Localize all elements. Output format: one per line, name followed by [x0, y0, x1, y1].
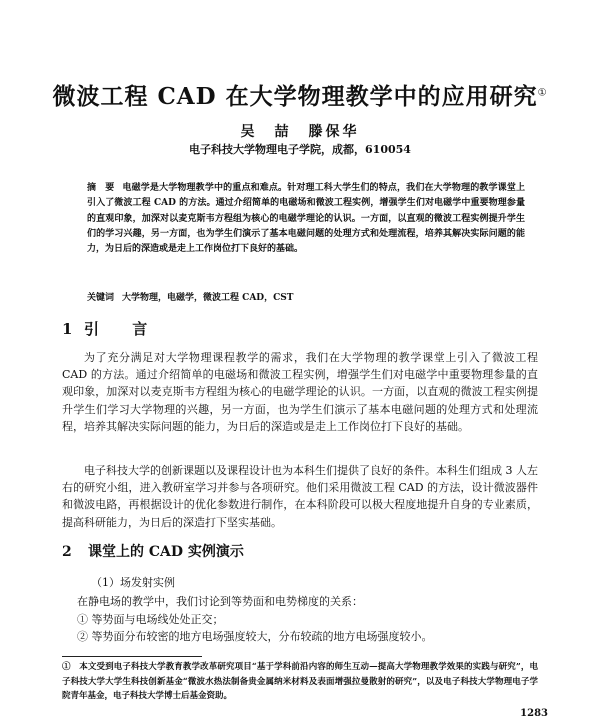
- section-1-title: 引 言: [84, 320, 162, 338]
- section-heading-2: [62, 541, 244, 561]
- abstract-text: 电磁学是大学物理教学中的重点和难点。针对理工科大学生们的特点，我们在大学物理的教学课堂上引入了微波工程 CAD 的方法。通过介绍简单的电磁场和微波工程实例，增强学生们对电磁学中重要物理参量的直观印象，加深对以麦克斯韦方程组为核心的电磁学理论的认识。一方面，以直观的微波工程实例提升学生们的学习兴趣，另一方面，也为学生们演示了基本电磁问题的处理方式和处理流程，培养其解决实际问题的能力，为日后的深造或是走上工作岗位打下良好的基础。: [87, 183, 525, 255]
- intro-paragraph-1: 为了充分满足对大学物理课程教学的需求，我们在大学物理的教学课堂上引入了微波工程 CAD 的方法。通过介绍简单的电磁场和微波工程实例，增强学生们对电磁学中重要物理参量的直观印象，加深对以麦克斯韦方程组为核心的电磁学理论的认识。一方面，以直观的微波工程实例提升学生们学习大学物理的兴趣，另一方面，也为学生们演示了基本电磁问题的处理方式和处理流程，培养其解决实际问题的能力，为日后的深造或是走上工作岗位打下良好的基础。: [62, 351, 538, 433]
- list-item-2: ② 等势面分布较密的地方电场强度较大，分布较疏的地方电场强度较小。: [77, 630, 433, 643]
- section-2-title: 课堂上的 CAD 实例演示: [88, 544, 244, 560]
- authors: 吴 喆 滕保华: [240, 124, 360, 140]
- affiliation: 电子科技大学物理电子学院，成都，610054: [189, 143, 411, 156]
- footnote: ① 本文受到电子科技大学教育教学改革研究项目“基于学科前沿内容的师生互动—提高大学物理教学效果的实践与研究”，电子科技大学大学生科技创新基金“微波水热法制备贵金属纳米材料及表面增强拉曼散射的研究”，以及电子科技大学物理电子学院青年基金，电子科技大学博士后基金资助。: [62, 662, 538, 701]
- title-text: 微波工程 CAD 在大学物理教学中的应用研究: [52, 83, 538, 110]
- section-2-number: 2: [62, 544, 72, 560]
- paper-title: [0, 78, 600, 111]
- abstract-label: 摘 要: [87, 183, 115, 193]
- footnote-divider: [62, 656, 202, 657]
- intro-paragraph-2: 电子科技大学的创新课题以及课程设计也为本科生们提供了良好的条件。本科生们组成 3 人左右的研究小组，进入教研室学习并参与各项研究。他们采用微波工程 CAD 的方法，设计微波器件和微波电路，再根据设计的优化参数进行制作，在本科阶段可以极大程度地提升自身的专业素质，提高科研能力，为日后的深造打下坚实基础。: [62, 464, 538, 529]
- keywords-text: 大学物理，电磁学，微波工程 CAD，CST: [122, 293, 294, 303]
- keywords-label: 关键词: [87, 293, 115, 303]
- section-heading-1: [62, 318, 161, 339]
- abstract: [87, 181, 525, 257]
- page-number: 1283: [520, 708, 548, 719]
- list-item-1: ① 等势面与电场线处处正交；: [77, 613, 224, 626]
- static-field-intro: 在静电场的教学中，我们讨论到等势面和电势梯度的关系：: [77, 595, 363, 608]
- keywords: [87, 290, 525, 303]
- title-footnote-marker[interactable]: ①: [537, 87, 548, 99]
- section-1-number: 1: [62, 320, 73, 338]
- subsection-heading: （1）场发射实例: [91, 576, 175, 589]
